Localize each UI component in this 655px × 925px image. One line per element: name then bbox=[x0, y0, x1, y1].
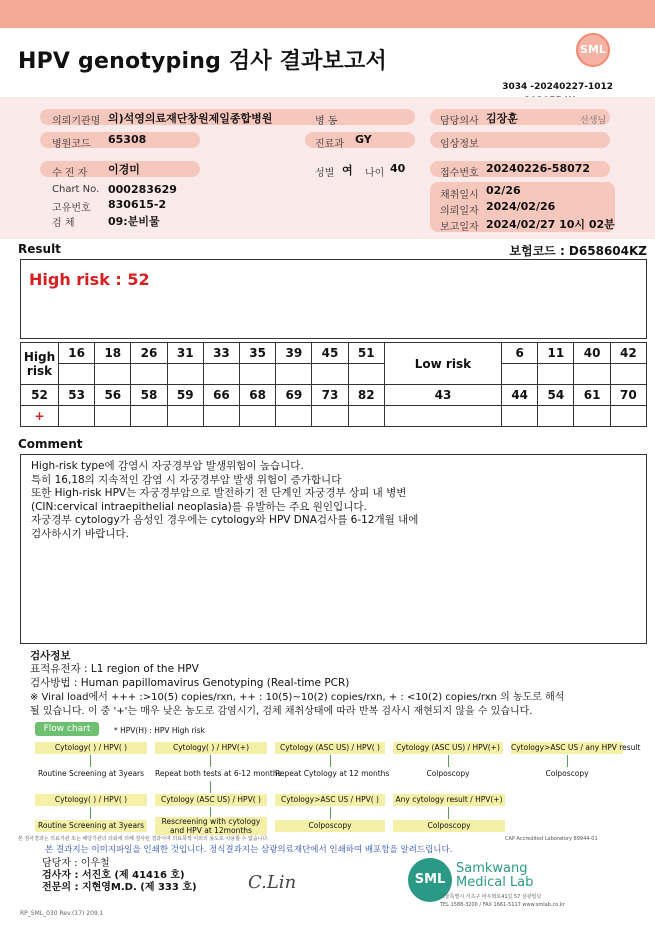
signature: C.Lin bbox=[248, 872, 297, 893]
footer-logo-icon: SML bbox=[408, 858, 452, 902]
doctor-suffix: 선생님 bbox=[580, 116, 607, 126]
specimen-value: 09:분비물 bbox=[108, 215, 160, 228]
header-band bbox=[0, 0, 655, 28]
type-cell: 66 bbox=[203, 385, 239, 406]
name-value: 이경미 bbox=[108, 163, 140, 176]
result-heading: Result bbox=[18, 242, 61, 256]
staff-line: 담당자 : 이우철 bbox=[42, 858, 110, 869]
flow-outcome: Colposcopy bbox=[426, 769, 470, 778]
high-type-cell: 33 bbox=[203, 343, 239, 364]
type-cell: 69 bbox=[276, 385, 312, 406]
flow-outcome: Routine Screening at 3years bbox=[35, 820, 147, 832]
flow-box: Cytology (ASC US) / HPV( ) bbox=[275, 742, 385, 754]
doc-number: 3034 -20240227-1012 bbox=[502, 82, 613, 92]
recv-value: 20240226-58072 bbox=[486, 162, 591, 175]
flow-box: Cytology>ASC US / HPV( ) bbox=[275, 794, 385, 806]
high-type-cell: 16 bbox=[59, 343, 95, 364]
low-risk-label: Low risk bbox=[384, 343, 501, 385]
dept-label: 진료과 bbox=[315, 139, 344, 150]
flow-outcome: Routine Screening at 3years bbox=[37, 769, 145, 778]
result-summary: High risk : 52 bbox=[29, 270, 150, 289]
mark-cell: + bbox=[21, 406, 59, 427]
report-title: HPV genotyping 검사 결과보고서 bbox=[18, 49, 387, 74]
clinical-label: 임상정보 bbox=[440, 139, 479, 150]
flow-outcome: Colposcopy bbox=[545, 769, 589, 778]
sex-label: 성별 bbox=[315, 168, 335, 179]
flow-outcome-line: and HPV at 12months bbox=[170, 825, 252, 835]
low-type-cell: 11 bbox=[538, 343, 574, 364]
high-type-cell: 45 bbox=[312, 343, 348, 364]
genotype-table bbox=[20, 342, 647, 427]
testinfo-line1: 표적유전자 : L1 region of the HPV bbox=[30, 663, 199, 675]
testinfo-heading: 검사정보 bbox=[30, 650, 71, 662]
type-cell: 44 bbox=[502, 385, 538, 406]
type-cell: 52 bbox=[21, 385, 59, 406]
footer-note1: 본 검사결과는 의료기관 또는 해당기관의 의뢰에 의해 검사된 결과이며 의료목적 이외의 용도로 사용할 수 없습니다. bbox=[18, 836, 269, 842]
high-type-cell: 51 bbox=[348, 343, 384, 364]
request-value: 2024/02/26 bbox=[486, 200, 556, 213]
flow-outcome: Colposcopy bbox=[275, 820, 385, 832]
insurance-code: 보험코드 : D658604KZ bbox=[509, 244, 647, 258]
high-type-cell: 31 bbox=[167, 343, 203, 364]
testinfo-line4: 될 있습니다. 이 중 '+'는 매우 낮은 농도로 감염시기, 검체 채취상태에 따라 반복 검사시 재현되지 않을 수 있습니다. bbox=[30, 706, 533, 717]
flow-box: Cytology( ) / HPV( ) bbox=[35, 742, 147, 754]
brand-line: Medical Lab bbox=[456, 875, 534, 890]
dept-value: GY bbox=[355, 133, 372, 146]
type-cell: 61 bbox=[574, 385, 610, 406]
form-number: RP_SML_030 Rev.(17) 209.1 bbox=[20, 910, 104, 917]
uid-label: 고유번호 bbox=[52, 203, 91, 214]
name-label: 수 진 자 bbox=[52, 168, 88, 179]
inst-label: 의뢰기관명 bbox=[52, 116, 101, 127]
sml-logo: SML bbox=[576, 33, 610, 67]
type-cell: 59 bbox=[167, 385, 203, 406]
staff-line: 전문의 : 지현영M.D. (제 333 호) bbox=[42, 882, 197, 893]
staff-line: 검사자 : 서진호 (제 41416 호) bbox=[42, 870, 185, 881]
high-type-cell: 35 bbox=[240, 343, 276, 364]
flow-box: Cytology (ASC US) / HPV(+) bbox=[393, 742, 503, 754]
flow-outcome-rescreen bbox=[155, 817, 267, 835]
doctor-value: 김장훈 bbox=[486, 112, 518, 125]
type-cell: 82 bbox=[348, 385, 384, 406]
collect-value: 02/26 bbox=[486, 184, 521, 197]
type-cell: 58 bbox=[131, 385, 167, 406]
footer-tel: TEL 1588-3200 / FAX 1661-5117 www.smlab.co.kr bbox=[440, 902, 565, 908]
chart-value: 000283629 bbox=[108, 183, 177, 196]
footer-note2: 본 결과지는 이미지파일을 인쇄한 것입니다. 정식결과지는 삼광의료재단에서 인쇄하여 배포함을 알려드립니다. bbox=[45, 845, 453, 855]
high-type-cell: 39 bbox=[276, 343, 312, 364]
ward-label: 병 동 bbox=[315, 116, 338, 127]
testinfo-line2: 검사방법 : Human papillomavirus Genotyping (Real-time PCR) bbox=[30, 677, 350, 689]
testinfo-line3: ※ Viral load에서 +++ :>10(5) copies/rxn, ++ : 10(5)~10(2) copies/rxn, + : <10(2) copies/rxn 의 농도로 해석 bbox=[30, 692, 565, 703]
flow-box: Cytology>ASC US / any HPV result bbox=[511, 743, 641, 752]
doctor-label: 담당의사 bbox=[440, 116, 479, 127]
low-type-cell: 40 bbox=[574, 343, 610, 364]
type-cell: 68 bbox=[240, 385, 276, 406]
specimen-label: 검 체 bbox=[52, 218, 75, 229]
flow-outcome: Repeat Cytology at 12 months bbox=[275, 769, 390, 778]
report-date-label: 보고일자 bbox=[440, 222, 479, 233]
type-cell: 54 bbox=[538, 385, 574, 406]
low-type-cell: 6 bbox=[502, 343, 538, 364]
comment-text: High-risk type에 감염시 자궁경부암 발생위험이 높습니다. 특히 16,18의 지속적인 감염 시 자궁경부암 발생 위험이 증가합니다 또한 High-risk HPV는 자궁경부암으로 발전하기 전 단계인 자궁경부 상피 내 병변 (CIN:cervical intraepithelial neoplasia)를 유발하는 주요 원인입니다. 자궁경부 cytology가 음성인 경우에는 cytology와 HPV DNA검사를 6-12개월 내에 검사하시기 바랍니다. bbox=[20, 454, 647, 644]
comment-heading: Comment bbox=[18, 437, 83, 451]
inst-value: 의)석영의료재단창원제일종합병원 bbox=[108, 112, 273, 125]
age-value: 40 bbox=[390, 162, 406, 175]
low-type-cell: 42 bbox=[610, 343, 646, 364]
type-cell: 43 bbox=[384, 385, 501, 406]
flow-box: Any cytology result / HPV(+) bbox=[393, 794, 505, 806]
report-date-value: 2024/02/27 10시 02분 bbox=[486, 218, 615, 231]
chart-label: Chart No. bbox=[52, 184, 100, 195]
high-risk-label: High risk bbox=[21, 343, 59, 385]
flow-box: Cytology (ASC US) / HPV( ) bbox=[155, 794, 267, 806]
hospcode-label: 병원코드 bbox=[52, 139, 91, 150]
type-cell: 56 bbox=[95, 385, 131, 406]
type-cell: 70 bbox=[610, 385, 646, 406]
collect-label: 채취일시 bbox=[440, 190, 479, 201]
brand-name bbox=[456, 862, 533, 890]
request-label: 의뢰일자 bbox=[440, 206, 479, 217]
uid-value: 830615-2 bbox=[108, 198, 167, 211]
recv-label: 접수번호 bbox=[440, 168, 479, 179]
brand-line: Samkwang bbox=[456, 861, 528, 876]
age-label: 나이 bbox=[365, 168, 385, 179]
result-summary-box bbox=[20, 259, 647, 339]
flow-legend: * HPV(H) : HPV High risk bbox=[114, 726, 205, 735]
hospcode-value: 65308 bbox=[108, 133, 147, 146]
footer-address: 서울특별시 서초구 바우뫼로41길 57 삼광빌딩 bbox=[440, 894, 542, 900]
flow-box: Cytology( ) / HPV(+) bbox=[155, 742, 267, 754]
high-type-cell: 26 bbox=[131, 343, 167, 364]
type-cell: 73 bbox=[312, 385, 348, 406]
flow-outcome-line: Rescreening with cytology bbox=[161, 817, 261, 826]
flow-chart-button: Flow chart bbox=[35, 722, 99, 736]
flow-outcome: Repeat both tests at 6-12 months bbox=[155, 769, 282, 778]
accreditation: CAP Accredited Laboratory 89944-01 bbox=[505, 836, 598, 842]
type-cell: 53 bbox=[59, 385, 95, 406]
flow-box: Cytology( ) / HPV( ) bbox=[35, 794, 147, 806]
high-type-cell: 18 bbox=[95, 343, 131, 364]
sex-value: 여 bbox=[342, 164, 353, 177]
flow-outcome: Colposcopy bbox=[393, 820, 505, 832]
